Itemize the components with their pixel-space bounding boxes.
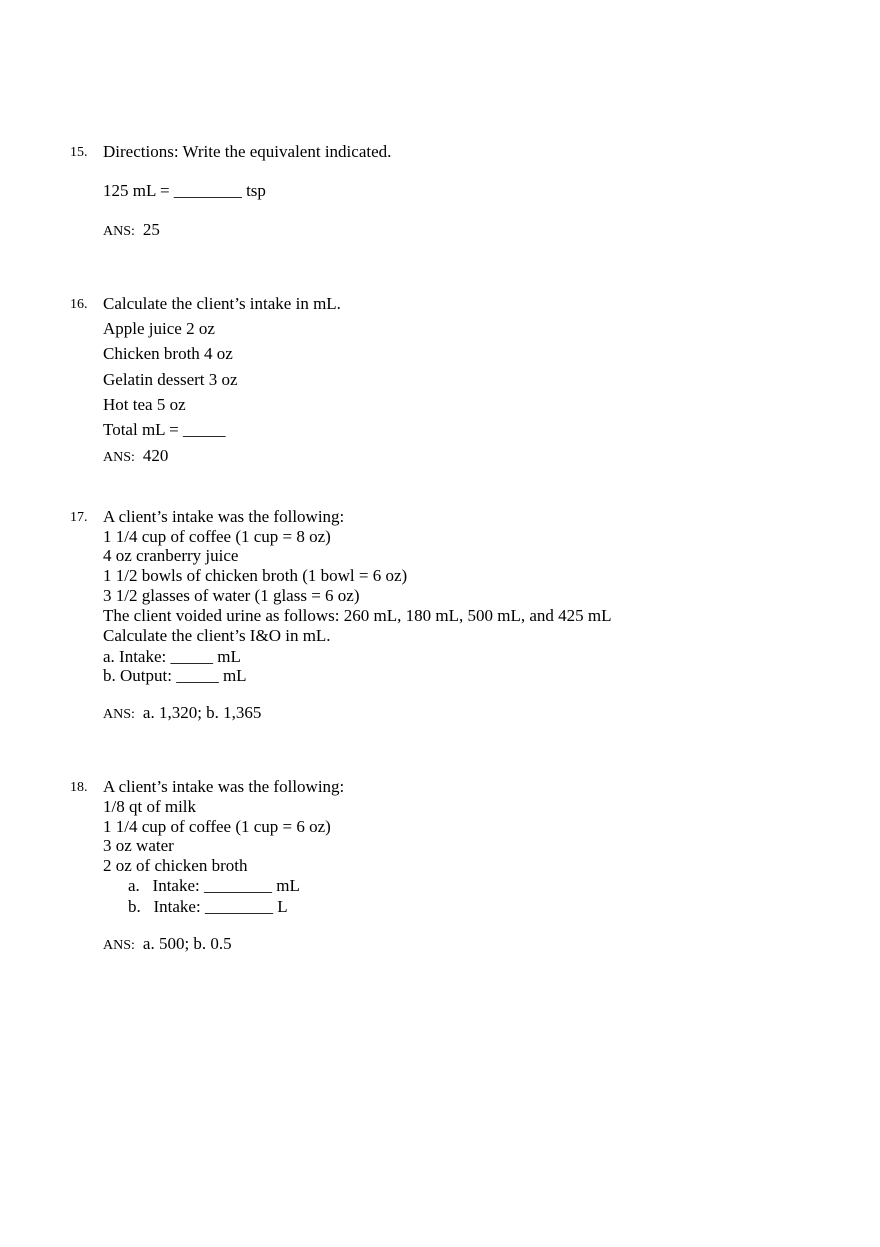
question-line: a. Intake: _____ mL: [103, 647, 241, 666]
question-number: 16.: [70, 297, 88, 312]
question-stem: Directions: Write the equivalent indicated.: [103, 142, 392, 161]
answer-value: a. 1,320; b. 1,365: [142, 703, 262, 722]
answer: [103, 220, 160, 242]
question-stem: Calculate the client’s intake in mL.: [103, 294, 341, 313]
question-subline: b. Intake: ________ L: [128, 897, 288, 916]
question-line: Hot tea 5 oz: [103, 395, 186, 414]
answer-label: ANS:: [103, 938, 135, 953]
question-line: Gelatin dessert 3 oz: [103, 370, 238, 389]
question-line: The client voided urine as follows: 260 mL, 180 mL, 500 mL, and 425 mL: [103, 606, 612, 625]
question-line: 125 mL = ________ tsp: [103, 181, 266, 200]
answer-value: 25: [142, 220, 160, 239]
question-line: 1 1/4 cup of coffee (1 cup = 6 oz): [103, 817, 331, 836]
question-line: 1/8 qt of milk: [103, 797, 197, 816]
question-line: Calculate the client’s I&O in mL.: [103, 626, 331, 645]
question-stem: A client’s intake was the following:: [103, 507, 345, 526]
answer: [103, 934, 232, 956]
question-line: 1 1/2 bowls of chicken broth (1 bowl = 6 oz): [103, 566, 408, 585]
question-line: 3 oz water: [103, 836, 174, 855]
answer-label: ANS:: [103, 450, 135, 465]
answer: [103, 703, 261, 725]
question-line: 3 1/2 glasses of water (1 glass = 6 oz): [103, 586, 360, 605]
answer-value: 420: [142, 446, 169, 465]
question-line: 1 1/4 cup of coffee (1 cup = 8 oz): [103, 527, 331, 546]
answer-label: ANS:: [103, 707, 135, 722]
question-line: 2 oz of chicken broth: [103, 856, 248, 875]
question-line: 4 oz cranberry juice: [103, 546, 239, 565]
question-stem: A client’s intake was the following:: [103, 777, 345, 796]
question-subline: a. Intake: ________ mL: [128, 876, 300, 895]
answer-value: a. 500; b. 0.5: [142, 934, 232, 953]
question-line: Apple juice 2 oz: [103, 319, 215, 338]
question-number: 15.: [70, 145, 88, 160]
answer: [103, 446, 168, 468]
question-number: 17.: [70, 510, 88, 525]
question-number: 18.: [70, 780, 88, 795]
question-line: b. Output: _____ mL: [103, 666, 247, 685]
question-line: Total mL = _____: [103, 420, 226, 439]
answer-label: ANS:: [103, 224, 135, 239]
question-line: Chicken broth 4 oz: [103, 344, 233, 363]
